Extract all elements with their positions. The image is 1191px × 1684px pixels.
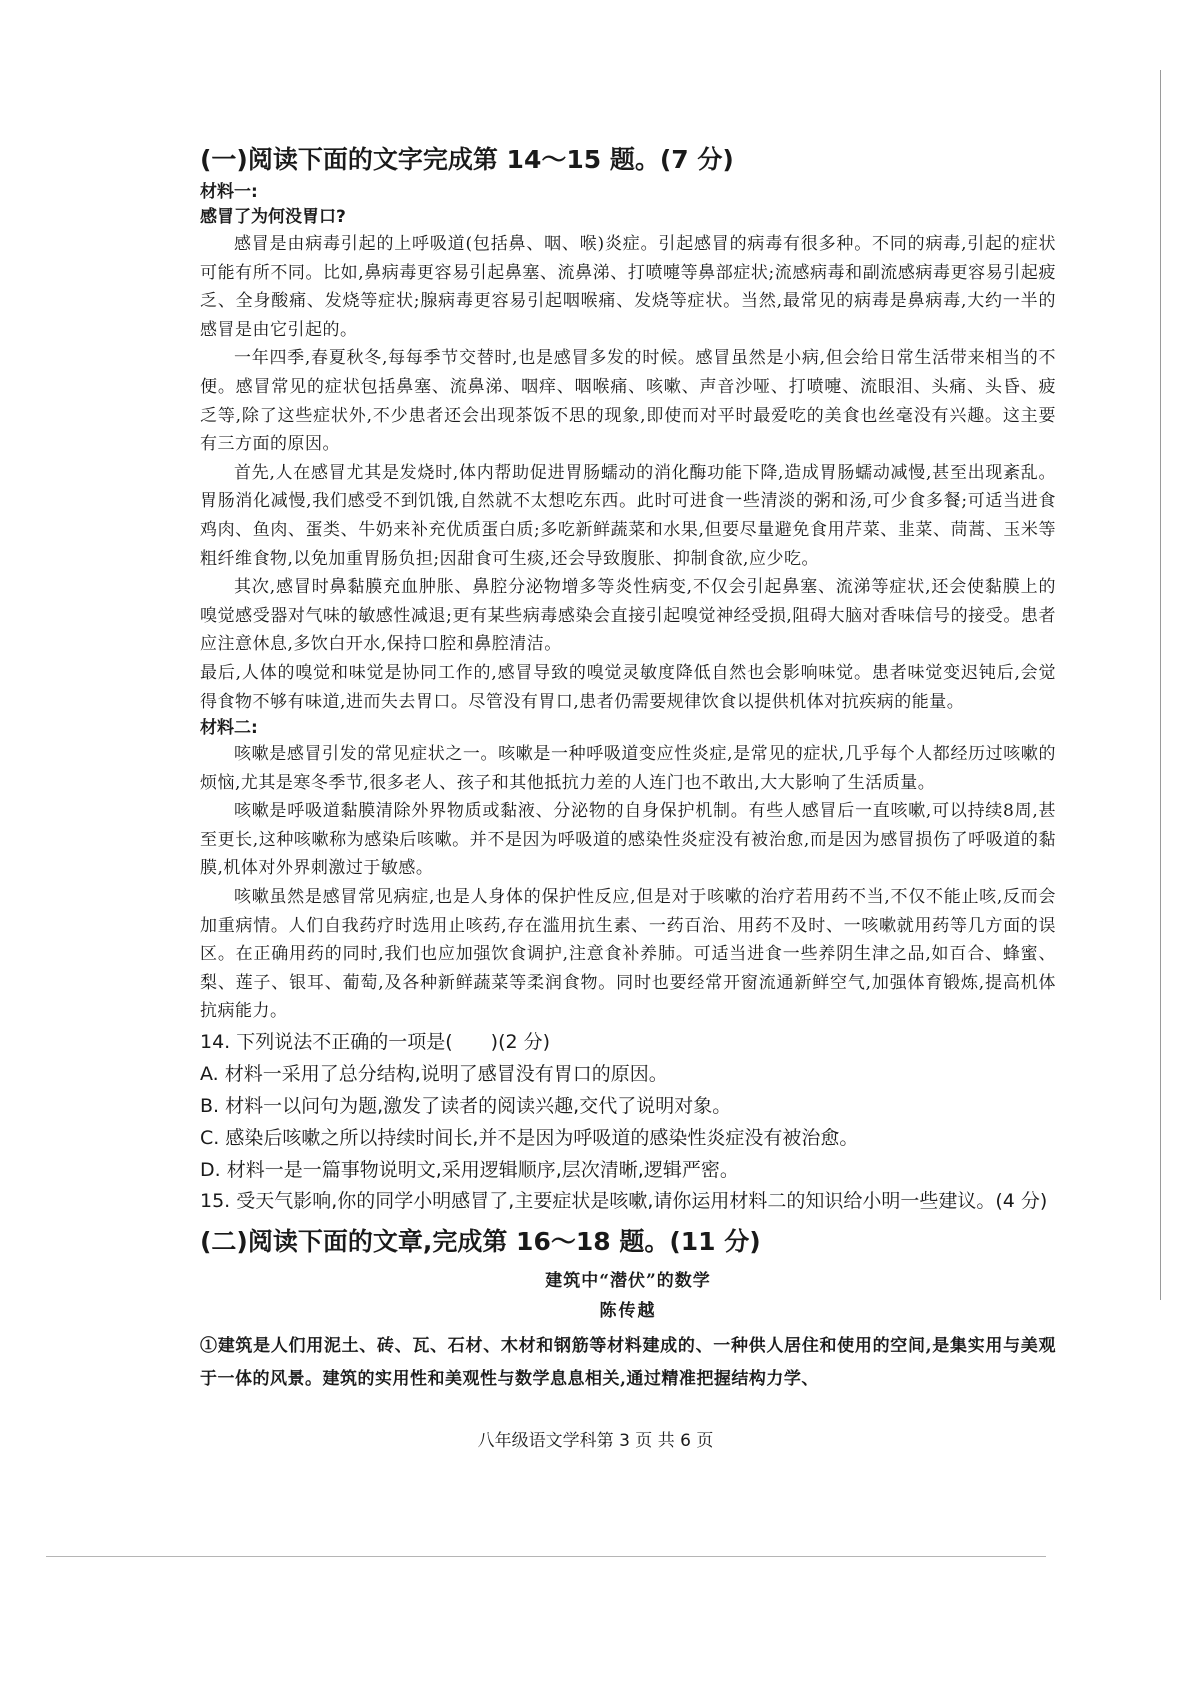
section-1-heading: (一)阅读下面的文字完成第 14～15 题。(7 分) <box>200 145 734 174</box>
article-title: 建筑中“潜伏”的数学 <box>545 1271 711 1292</box>
material-2-paragraph: 咳嗽是感冒引发的常见症状之一。咳嗽是一种呼吸道变应性炎症,是常见的症状,几乎每个人都经历过咳嗽的烦恼,尤其是寒冬季节,很多老人、孩子和其他抵抗力差的人连门也不敢出,大大影响了生活质量。 <box>200 744 1056 793</box>
article-author: 陈传越 <box>599 1301 657 1322</box>
material-2-paragraph: 咳嗽虽然是感冒常见病症,也是人身体的保护性反应,但是对于咳嗽的治疗若用药不当,不仅不能止咳,反而会加重病情。人们自我药疗时选用止咳药,存在滥用抗生素、一药百治、用药不及时、一咳嗽就用药等几方面的误区。在正确用药的同时,我们也应加强饮食调护,注意食补养肺。可适当进食一些养阴生津之品,如百合、蜂蜜、梨、莲子、银耳、葡萄,及各种新鲜蔬菜等柔润食物。同时也要经常开窗流通新鲜空气,加强体育锻炼,提高机体抗病能力。 <box>200 887 1056 1022</box>
material-1-paragraph: 最后,人体的嗅觉和味觉是协同工作的,感冒导致的嗅觉灵敏度降低自然也会影响味觉。患者味觉变迟钝后,会觉得食物不够有味道,进而失去胃口。尽管没有胃口,患者仍需要规律饮食以提供机体对抗疾病的能量。 <box>200 662 1056 712</box>
material-2-label: 材料二: <box>200 718 258 739</box>
scan-edge-line-right <box>1160 70 1161 1300</box>
question-14-option-a: A. 材料一采用了总分结构,说明了感冒没有胃口的原因。 <box>200 1063 668 1086</box>
material-1-title: 感冒了为何没胃口? <box>200 207 346 227</box>
material-1-paragraph: 首先,人在感冒尤其是发烧时,体内帮助促进胃肠蠕动的消化酶功能下降,造成胃肠蠕动减慢,甚至出现紊乱。胃肠消化减慢,我们感受不到饥饿,自然就不太想吃东西。此时可进食一些清淡的粥和汤,可少食多餐;可适当进食鸡肉、鱼肉、蛋类、牛奶来补充优质蛋白质;多吃新鲜蔬菜和水果,但要尽量避免食用芹菜、韭菜、茼蒿、玉米等粗纤维食物,以免加重胃肠负担;因甜食可生痰,还会导致腹胀、抑制食欲,应少吃。 <box>200 462 1056 569</box>
material-1-paragraph: 一年四季,春夏秋冬,每每季节交替时,也是感冒多发的时候。感冒虽然是小病,但会给日常生活带来相当的不便。感冒常见的症状包括鼻塞、流鼻涕、咽痒、咽喉痛、咳嗽、声音沙哑、打喷嚏、流眼泪、头痛、头昏、疲乏等,除了这些症状外,不少患者还会出现茶饭不思的现象,即使而对平时最爱吃的美食也丝毫没有兴趣。这主要有三方面的原因。 <box>200 348 1056 455</box>
question-14-option-b: B. 材料一以问句为题,激发了读者的阅读兴趣,交代了说明对象。 <box>200 1095 732 1118</box>
scan-edge-line-bottom <box>46 1556 1046 1557</box>
question-14-option-c: C. 感染后咳嗽之所以持续时间长,并不是因为呼吸道的感染性炎症没有被治愈。 <box>200 1127 859 1150</box>
exam-page <box>200 140 1056 1396</box>
question-15-stem: 15. 受天气影响,你的同学小明感冒了,主要症状是咳嗽,请你运用材料二的知识给小明一些建议。(4 分) <box>200 1190 1048 1213</box>
question-14-stem: 14. 下列说法不正确的一项是( )(2 分) <box>200 1031 551 1054</box>
material-1-paragraph: 其次,感冒时鼻黏膜充血肿胀、鼻腔分泌物增多等炎性病变,不仅会引起鼻塞、流涕等症状,还会使黏膜上的嗅觉感受器对气味的敏感性减退;更有某些病毒感染会直接引起嗅觉神经受损,阻碍大脑对香味信号的接受。患者应注意休息,多饮白开水,保持口腔和鼻腔清洁。 <box>200 577 1056 655</box>
section-2-heading: (二)阅读下面的文章,完成第 16～18 题。(11 分) <box>200 1227 761 1257</box>
material-1-label: 材料一: <box>200 182 258 202</box>
article-paragraph-1: ①建筑是人们用泥土、砖、瓦、石材、木材和钢筋等材料建成的、一种供人居住和使用的空间,是集实用与美观于一体的风景。建筑的实用性和美观性与数学息息相关,通过精准把握结构力学、 <box>200 1336 1056 1390</box>
page-footer: 八年级语文学科第 3 页 共 6 页 <box>477 1431 714 1451</box>
question-14-option-d: D. 材料一是一篇事物说明文,采用逻辑顺序,层次清晰,逻辑严密。 <box>200 1159 739 1182</box>
material-1-paragraph: 感冒是由病毒引起的上呼吸道(包括鼻、咽、喉)炎症。引起感冒的病毒有很多种。不同的病毒,引起的症状可能有所不同。比如,鼻病毒更容易引起鼻塞、流鼻涕、打喷嚏等鼻部症状;流感病毒和副流感病毒更容易引起疲乏、全身酸痛、发烧等症状;腺病毒更容易引起咽喉痛、发烧等症状。当然,最常见的病毒是鼻病毒,大约一半的感冒是由它引起的。 <box>200 234 1056 340</box>
material-2-paragraph: 咳嗽是呼吸道黏膜清除外界物质或黏液、分泌物的自身保护机制。有些人感冒后一直咳嗽,可以持续8周,甚至更长,这种咳嗽称为感染后咳嗽。并不是因为呼吸道的感染性炎症没有被治愈,而是因为感冒损伤了呼吸道的黏膜,机体对外界刺激过于敏感。 <box>200 801 1056 879</box>
